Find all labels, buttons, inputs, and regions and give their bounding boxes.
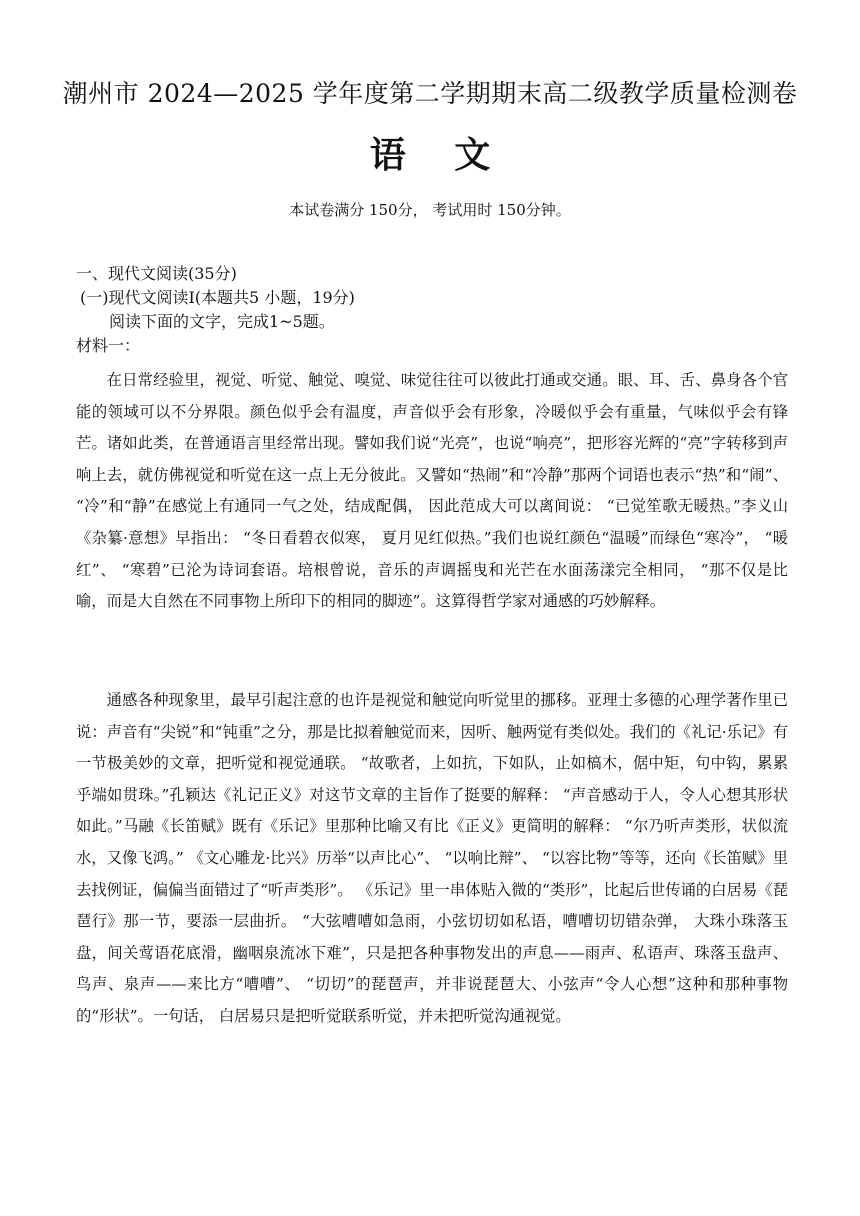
section-heading: 一、现代文阅读(35分) (76, 264, 237, 283)
paragraph-1: 在日常经验里，视觉、听觉、触觉、嗅觉、味觉往往可以彼此打通或交通。眼、耳、舌、鼻身各个官能的领域可以不分界限。颜色似乎会有温度，声音似乎会有形象，冷暖似乎会有重量，气味似乎会有锋芒。诸如此类，在普通语言里经常出现。譬如我们说“光亮”，也说“响亮”，把形容光辉的“亮”字转移到声响上去，就仿佛视觉和听觉在这一点上无分彼此。又譬如“热闹”和“冷静”那两个词语也表示“热”和“闹”、 “冷”和“静”在感觉上有通同一气之处，结成配偶， 因此范成大可以离间说： “已觉笙歌无暖热。”李义山《杂纂·意想》早指出： “冬日看碧衣似寒， 夏月见红似热。”我们也说红颜色“温暖”而绿色“寒冷”， “暖红”、 “寒碧”已沦为诗词套语。培根曾说，音乐的声调摇曳和光芒在水面荡漾完全相同， “那不仅是比喻，而是大自然在不同事物上所印下的相同的脚迹”。这算得哲学家对通感的巧妙解释。 (76, 371, 788, 611)
sub-section-heading: (一)现代文阅读Ⅰ(本题共5 小题，19分) (80, 288, 355, 307)
subject-title: 语 文 (369, 134, 509, 176)
exam-meta: 本试卷满分 150分， 考试用时 150分钟。 (289, 201, 571, 219)
reading-instruction: 阅读下面的文字，完成1~5题。 (109, 312, 335, 331)
exam-title: 潮州市 2024—2025 学年度第二学期期末高二级教学质量检测卷 (62, 79, 798, 108)
paragraph-2: 通感各种现象里，最早引起注意的也许是视觉和触觉向听觉里的挪移。亚理士多德的心理学著作里已说：声音有“尖锐”和“钝重”之分，那是比拟着触觉而来，因听、触两觉有类似处。我们的《礼记·乐记》有一节极美妙的文章，把听觉和视觉通联。 “故歌者，上如抗，下如队，止如槁木，倨中矩，句中钩，累累乎端如贯珠。”孔颖达《礼记正义》对这节文章的主旨作了挺要的解释： “声音感动于人，令人心想其形状如此。”马融《长笛赋》既有《乐记》里那种比喻又有比《正义》更简明的解释： “尔乃听声类形，状似流水，又像飞鸿。” 《文心雕龙·比兴》历举“以声比心”、 “以响比辩”、 “以容比物”等等，还向《长笛赋》里去找例证，偏偏当面错过了“听声类形”。 《乐记》里一串体贴入微的“类形”，比起后世传诵的白居易《琵琶行》那一节，要添一层曲折。 “大弦嘈嘈如急雨，小弦切切如私语，嘈嘈切切错杂弹， 大珠小珠落玉盘，间关莺语花底滑，幽咽泉流冰下难”，只是把各种事物发出的声息——雨声、私语声、珠落玉盘声、 鸟声、泉声——来比方“嘈嘈”、 “切切”的琵琶声，并非说琵琶大、小弦声“令人心想”这种和那种事物的“形状”。一句话， 白居易只是把听觉联系听觉，并未把听觉沟通视觉。 (76, 691, 788, 1025)
material-label: 材料一： (76, 336, 141, 355)
